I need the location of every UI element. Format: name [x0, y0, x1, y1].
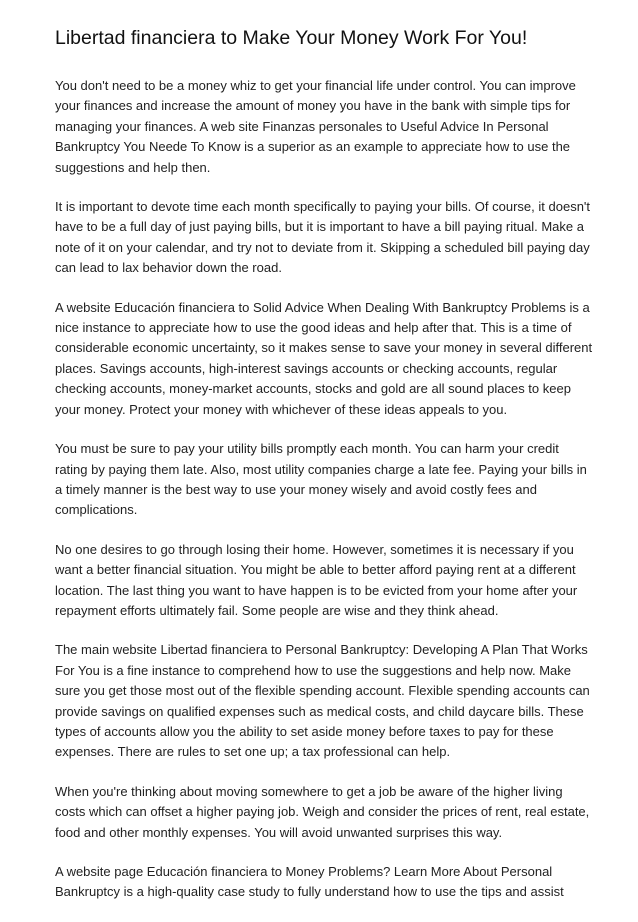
document-title: Libertad financiera to Make Your Money Work For You!	[55, 27, 528, 49]
paragraph-5: No one desires to go through losing their home. However, sometimes it is necessary if you want a better financial situation. You might be able to better afford paying rent at a different location. The last thing you want to have happen is to be evicted from your home after your repayment efforts ultimately fail. Some people are wise and they think ahead.	[55, 541, 578, 618]
document-page	[55, 24, 595, 922]
paragraph-7: When you're thinking about moving somewhere to get a job be aware of the higher living costs which can offset a higher paying job. Weigh and consider the prices of rent, real estate, food and other monthly expenses. You will avoid unwanted surprises this way.	[55, 783, 590, 840]
paragraph-6: The main website Libertad financiera to Personal Bankruptcy: Developing A Plan That Works For You is a fine instance to comprehend how to use the suggestions and help now. Make sure you get those most out of the flexible spending account. Flexible spending accounts can provide savings on qualified expenses such as medical costs, and child daycare bills. These types of accounts allow you the ability to set aside money before taxes to pay for these expenses. There are rules to set one up; a tax professional can help.	[55, 642, 590, 760]
paragraph-1: You don't need to be a money whiz to get your financial life under control. You can improve your finances and increase the amount of money you have in the bank with simple tips for managing your finances. A web site Finanzas personales to Useful Advice In Personal Bankruptcy You Neede To Know is a superior as an example to appreciate how to use the suggestions and help then.	[55, 78, 576, 175]
paragraph-3: A website Educación financiera to Solid Advice When Dealing With Bankruptcy Problems is a nice instance to appreciate how to use the good ideas and help after that. This is a time of considerable economic uncertainty, so it makes sense to save your money in several different places. Savings accounts, high-interest savings accounts or checking accounts, regular checking accounts, money-market accounts, stocks and gold are all sound places to keep your money. Protect your money with whichever of these ideas appeals to you.	[55, 299, 593, 417]
paragraph-2: It is important to devote time each month specifically to paying your bills. Of course, it doesn't have to be a full day of just paying bills, but it is important to have a bill paying ritual. Make a note of it on your calendar, and try not to deviate from it. Skipping a scheduled bill paying day can lead to lax behavior down the road.	[55, 199, 591, 276]
paragraph-4: You must be sure to pay your utility bills promptly each month. You can harm your credit rating by paying them late. Also, most utility companies charge a late fee. Paying your bills in a timely manner is the best way to use your money wisely and avoid costly fees and complications.	[55, 441, 587, 518]
paragraph-8: A website page Educación financiera to Money Problems? Learn More About Personal Bankruptcy is a high-quality case study to fully understand how to use the tips and assist	[55, 864, 564, 900]
